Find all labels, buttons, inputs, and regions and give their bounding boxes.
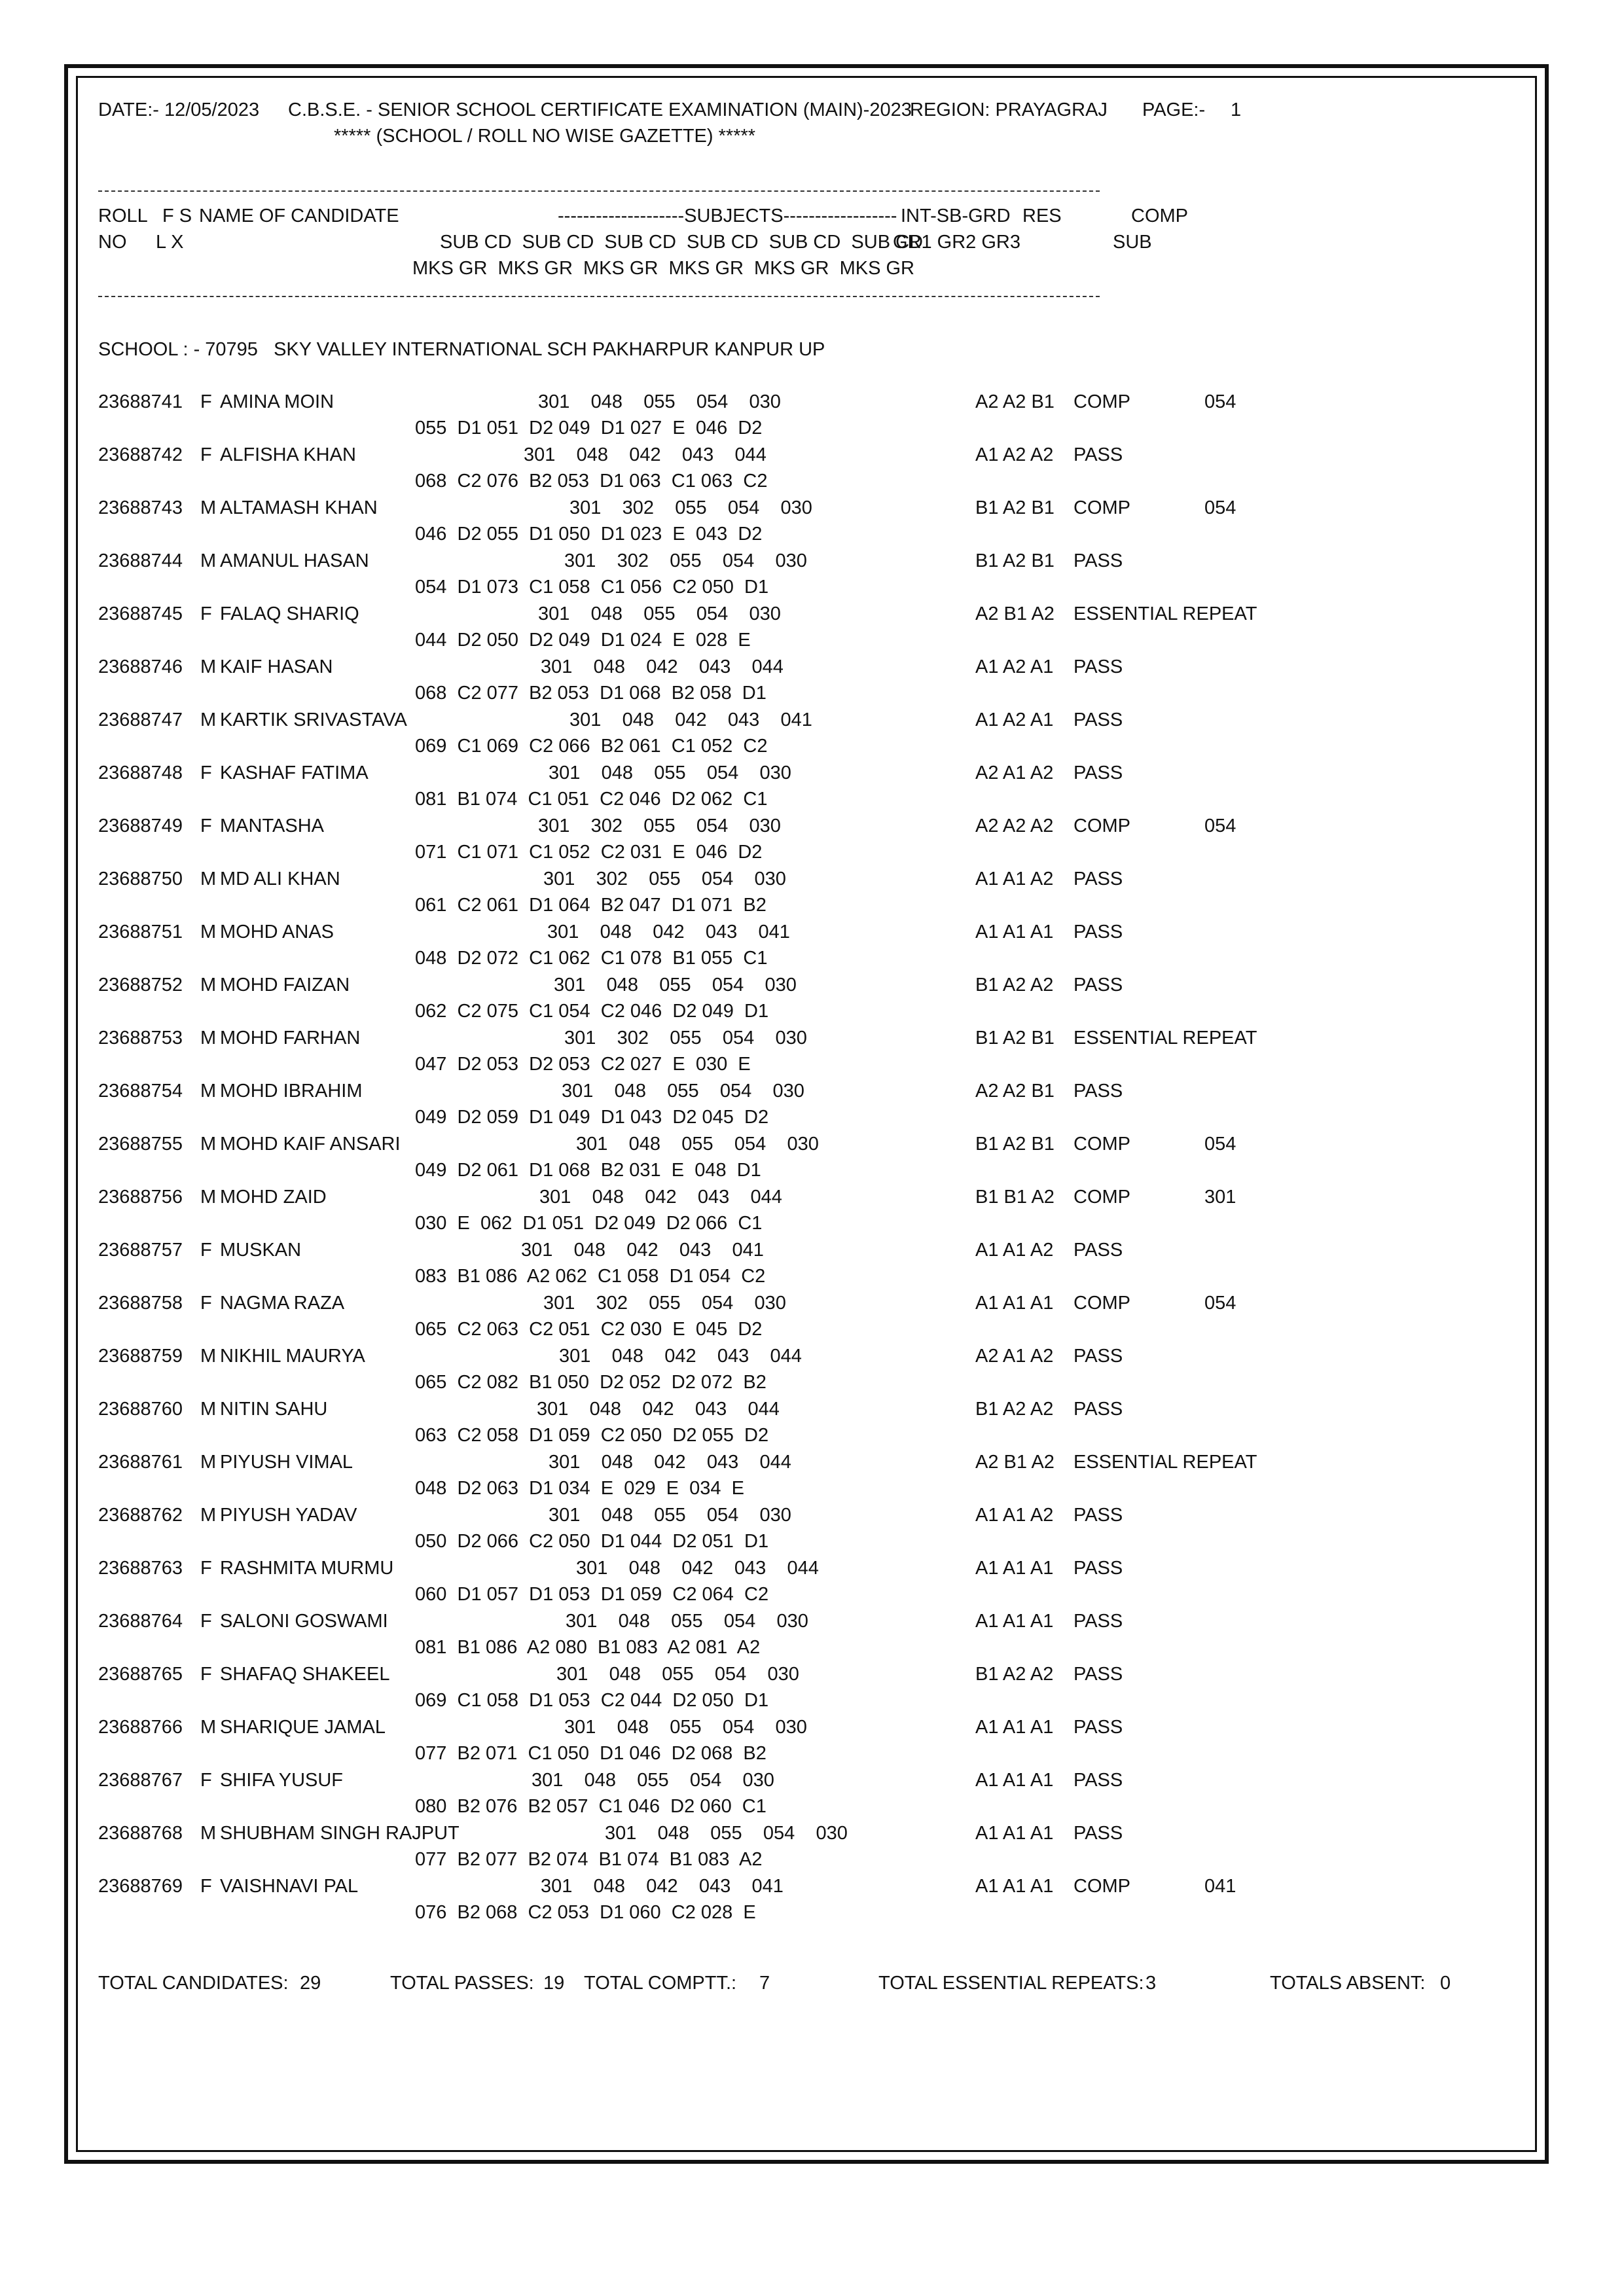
candidate-roll: 23688763 xyxy=(98,1558,183,1579)
col-res: RES xyxy=(1022,206,1062,226)
candidate-sex: F xyxy=(200,391,212,412)
candidate-subject-codes: 301 048 042 043 044 xyxy=(537,1399,780,1420)
candidate-marks: 062 C2 075 C1 054 C2 046 D2 049 D1 xyxy=(415,1001,769,1022)
col-roll: ROLL xyxy=(98,206,148,226)
candidate-subject-codes: 301 048 055 054 030 xyxy=(556,1664,799,1685)
candidate-roll: 23688744 xyxy=(98,550,183,571)
candidate-grades: A2 B1 A2 xyxy=(975,1452,1055,1473)
candidate-subject-codes: 301 048 042 043 041 xyxy=(569,709,812,730)
candidate-roll: 23688768 xyxy=(98,1823,183,1844)
candidate-sex: M xyxy=(200,869,217,889)
candidate-result: PASS xyxy=(1074,1346,1123,1367)
candidate-marks: 061 C2 061 D1 064 B2 047 D1 071 B2 xyxy=(415,895,767,916)
gazette-subtitle: ***** (SCHOOL / ROLL NO WISE GAZETTE) ***** xyxy=(334,126,756,147)
candidate-name: MOHD IBRAHIM xyxy=(220,1081,363,1102)
candidate-sex: F xyxy=(200,1876,212,1897)
candidate-subject-codes: 301 048 055 054 030 xyxy=(554,975,797,996)
candidate-sex: M xyxy=(200,1081,217,1102)
candidate-result: PASS xyxy=(1074,1399,1123,1420)
page-label: PAGE:- xyxy=(1142,99,1206,120)
candidate-marks: 077 B2 077 B2 074 B1 074 B1 083 A2 xyxy=(415,1849,763,1870)
candidate-subject-codes: 301 048 042 043 044 xyxy=(549,1452,791,1473)
candidate-name: MOHD FARHAN xyxy=(220,1028,361,1049)
candidate-name: MANTASHA xyxy=(220,816,324,836)
candidate-name: ALFISHA KHAN xyxy=(220,444,356,465)
candidate-roll: 23688765 xyxy=(98,1664,183,1685)
candidate-sex: M xyxy=(200,1346,217,1367)
candidate-grades: A2 A2 B1 xyxy=(975,391,1055,412)
candidate-name: MOHD KAIF ANSARI xyxy=(220,1134,401,1155)
candidate-marks: 055 D1 051 D2 049 D1 027 E 046 D2 xyxy=(415,418,763,439)
candidate-marks: 048 D2 063 D1 034 E 029 E 034 E xyxy=(415,1478,745,1499)
candidate-roll: 23688766 xyxy=(98,1717,183,1738)
candidate-grades: A1 A1 A2 xyxy=(975,869,1054,889)
candidate-name: SHARIQUE JAMAL xyxy=(220,1717,386,1738)
candidate-marks: 069 C1 069 C2 066 B2 061 C1 052 C2 xyxy=(415,736,768,757)
candidate-sex: F xyxy=(200,1558,212,1579)
candidate-subject-codes: 301 302 055 054 030 xyxy=(564,1028,807,1049)
candidate-name: AMINA MOIN xyxy=(220,391,334,412)
candidate-result: COMP xyxy=(1074,1134,1130,1155)
candidate-grades: B1 A2 B1 xyxy=(975,1134,1055,1155)
divider-top xyxy=(98,190,1100,192)
total-candidates-label: TOTAL CANDIDATES: xyxy=(98,1973,289,1994)
candidate-result: PASS xyxy=(1074,1770,1123,1791)
candidate-roll: 23688761 xyxy=(98,1452,183,1473)
candidate-result: ESSENTIAL REPEAT xyxy=(1074,1028,1257,1049)
candidate-marks: 068 C2 076 B2 053 D1 063 C1 063 C2 xyxy=(415,471,768,492)
candidate-name: KARTIK SRIVASTAVA xyxy=(220,709,407,730)
candidate-grades: A2 A2 B1 xyxy=(975,1081,1055,1102)
candidate-result: PASS xyxy=(1074,1081,1123,1102)
candidate-name: RASHMITA MURMU xyxy=(220,1558,394,1579)
candidate-marks: 050 D2 066 C2 050 D1 044 D2 051 D1 xyxy=(415,1531,769,1552)
candidate-result: COMP xyxy=(1074,1293,1130,1314)
candidate-marks: 044 D2 050 D2 049 D1 024 E 028 E xyxy=(415,630,751,651)
col-gr: GR1 GR2 GR3 xyxy=(893,232,1020,253)
candidate-roll: 23688746 xyxy=(98,656,183,677)
candidate-name: KAIF HASAN xyxy=(220,656,333,677)
candidate-sex: M xyxy=(200,1399,217,1420)
candidate-grades: B1 B1 A2 xyxy=(975,1187,1055,1208)
candidate-grades: A1 A1 A2 xyxy=(975,1240,1054,1261)
candidate-name: NITIN SAHU xyxy=(220,1399,328,1420)
candidate-grades: B1 A2 B1 xyxy=(975,1028,1055,1049)
candidate-roll: 23688755 xyxy=(98,1134,183,1155)
candidate-roll: 23688747 xyxy=(98,709,183,730)
candidate-result: PASS xyxy=(1074,1717,1123,1738)
page-number: 1 xyxy=(1231,99,1242,120)
candidate-comp-subject: 054 xyxy=(1204,1293,1236,1314)
candidate-roll: 23688759 xyxy=(98,1346,183,1367)
total-candidates-value: 29 xyxy=(300,1973,321,1994)
candidate-subject-codes: 301 048 055 054 030 xyxy=(605,1823,848,1844)
candidate-name: KASHAF FATIMA xyxy=(220,762,369,783)
candidate-result: ESSENTIAL REPEAT xyxy=(1074,603,1257,624)
candidate-marks: 071 C1 071 C1 052 C2 031 E 046 D2 xyxy=(415,842,763,863)
candidate-subject-codes: 301 302 055 054 030 xyxy=(543,869,786,889)
candidate-roll: 23688742 xyxy=(98,444,183,465)
candidate-subject-codes: 301 048 055 054 030 xyxy=(564,1717,807,1738)
candidate-grades: B1 A2 A2 xyxy=(975,975,1054,996)
candidate-result: COMP xyxy=(1074,1876,1130,1897)
candidate-name: MD ALI KHAN xyxy=(220,869,340,889)
candidate-marks: 065 C2 063 C2 051 C2 030 E 045 D2 xyxy=(415,1319,763,1340)
candidate-name: SHIFA YUSUF xyxy=(220,1770,344,1791)
total-absent-label: TOTALS ABSENT: xyxy=(1270,1973,1426,1994)
candidate-marks: 046 D2 055 D1 050 D1 023 E 043 D2 xyxy=(415,524,763,545)
col-sub: SUB xyxy=(1113,232,1152,253)
candidate-sex: M xyxy=(200,550,217,571)
candidate-subject-codes: 301 048 055 054 030 xyxy=(566,1611,808,1632)
candidate-roll: 23688745 xyxy=(98,603,183,624)
candidate-sex: M xyxy=(200,1823,217,1844)
candidate-sex: F xyxy=(200,1293,212,1314)
candidate-sex: M xyxy=(200,1717,217,1738)
col-int-sb-grd: INT-SB-GRD xyxy=(901,206,1011,226)
candidate-marks: 047 D2 053 D2 053 C2 027 E 030 E xyxy=(415,1054,751,1075)
candidate-roll: 23688750 xyxy=(98,869,183,889)
candidate-comp-subject: 301 xyxy=(1204,1187,1236,1208)
candidate-subject-codes: 301 302 055 054 030 xyxy=(543,1293,786,1314)
candidate-subject-codes: 301 048 042 043 044 xyxy=(576,1558,819,1579)
candidate-comp-subject: 041 xyxy=(1204,1876,1236,1897)
candidate-sex: F xyxy=(200,603,212,624)
candidate-subject-codes: 301 048 042 043 044 xyxy=(559,1346,802,1367)
candidate-subject-codes: 301 048 055 054 030 xyxy=(562,1081,804,1102)
col-no: NO xyxy=(98,232,127,253)
candidate-roll: 23688749 xyxy=(98,816,183,836)
candidate-result: COMP xyxy=(1074,391,1130,412)
candidate-subject-codes: 301 302 055 054 030 xyxy=(564,550,807,571)
candidate-subject-codes: 301 048 055 054 030 xyxy=(538,391,781,412)
candidate-name: ALTAMASH KHAN xyxy=(220,497,378,518)
candidate-name: MOHD ZAID xyxy=(220,1187,327,1208)
candidate-grades: B1 A2 B1 xyxy=(975,550,1055,571)
candidate-marks: 065 C2 082 B1 050 D2 052 D2 072 B2 xyxy=(415,1372,767,1393)
candidate-marks: 081 B1 086 A2 080 B1 083 A2 081 A2 xyxy=(415,1637,761,1658)
candidate-sex: M xyxy=(200,975,217,996)
candidate-name: MOHD FAIZAN xyxy=(220,975,350,996)
candidate-result: PASS xyxy=(1074,922,1123,942)
candidate-sex: M xyxy=(200,1452,217,1473)
total-absent-value: 0 xyxy=(1440,1973,1451,1994)
candidate-marks: 081 B1 074 C1 051 C2 046 D2 062 C1 xyxy=(415,789,768,810)
candidate-sex: F xyxy=(200,444,212,465)
candidate-sex: M xyxy=(200,709,217,730)
candidate-roll: 23688752 xyxy=(98,975,183,996)
candidate-grades: B1 A2 A2 xyxy=(975,1399,1054,1420)
candidate-roll: 23688748 xyxy=(98,762,183,783)
candidate-subject-codes: 301 048 055 054 030 xyxy=(538,603,781,624)
candidate-grades: A1 A2 A1 xyxy=(975,656,1054,677)
candidate-grades: B1 A2 A2 xyxy=(975,1664,1054,1685)
candidate-grades: A2 A1 A2 xyxy=(975,1346,1054,1367)
candidate-subject-codes: 301 048 042 043 044 xyxy=(541,656,784,677)
candidate-sex: F xyxy=(200,1664,212,1685)
candidate-grades: A1 A1 A1 xyxy=(975,1823,1054,1844)
total-comptt-value: 7 xyxy=(759,1973,770,1994)
candidate-sex: M xyxy=(200,1505,217,1526)
candidate-grades: A1 A1 A1 xyxy=(975,922,1054,942)
candidate-roll: 23688751 xyxy=(98,922,183,942)
candidate-marks: 080 B2 076 B2 057 C1 046 D2 060 C1 xyxy=(415,1796,767,1817)
total-passes-label: TOTAL PASSES: xyxy=(390,1973,534,1994)
candidate-marks: 049 D2 059 D1 049 D1 043 D2 045 D2 xyxy=(415,1107,769,1128)
candidate-grades: A1 A1 A1 xyxy=(975,1876,1054,1897)
candidate-marks: 077 B2 071 C1 050 D1 046 D2 068 B2 xyxy=(415,1743,767,1764)
candidate-sex: F xyxy=(200,762,212,783)
candidate-marks: 069 C1 058 D1 053 C2 044 D2 050 D1 xyxy=(415,1690,769,1711)
candidate-name: VAISHNAVI PAL xyxy=(220,1876,359,1897)
candidate-name: PIYUSH VIMAL xyxy=(220,1452,353,1473)
candidate-name: MUSKAN xyxy=(220,1240,302,1261)
candidate-name: NIKHIL MAURYA xyxy=(220,1346,365,1367)
candidate-roll: 23688758 xyxy=(98,1293,183,1314)
candidate-marks: 063 C2 058 D1 059 C2 050 D2 055 D2 xyxy=(415,1425,769,1446)
candidate-sex: M xyxy=(200,922,217,942)
candidate-comp-subject: 054 xyxy=(1204,497,1236,518)
candidate-result: PASS xyxy=(1074,1823,1123,1844)
candidate-result: COMP xyxy=(1074,816,1130,836)
candidate-subject-codes: 301 048 055 054 030 xyxy=(576,1134,819,1155)
candidate-grades: A1 A2 A2 xyxy=(975,444,1054,465)
candidate-result: ESSENTIAL REPEAT xyxy=(1074,1452,1257,1473)
candidate-sex: M xyxy=(200,656,217,677)
col-lx: L X xyxy=(156,232,184,253)
candidate-name: MOHD ANAS xyxy=(220,922,334,942)
candidate-comp-subject: 054 xyxy=(1204,391,1236,412)
col-subjects: --------------------SUBJECTS------------------ xyxy=(558,206,897,226)
candidate-marks: 060 D1 057 D1 053 D1 059 C2 064 C2 xyxy=(415,1584,769,1605)
col-mks-gr: MKS GR MKS GR MKS GR MKS GR MKS GR MKS GR xyxy=(412,258,914,279)
candidate-marks: 076 B2 068 C2 053 D1 060 C2 028 E xyxy=(415,1902,756,1923)
candidate-sex: M xyxy=(200,497,217,518)
candidate-roll: 23688757 xyxy=(98,1240,183,1261)
candidate-grades: A2 A1 A2 xyxy=(975,762,1054,783)
candidate-roll: 23688754 xyxy=(98,1081,183,1102)
school-line: SCHOOL : - 70795 SKY VALLEY INTERNATIONAL SCH PAKHARPUR KANPUR UP xyxy=(98,339,825,360)
total-passes-value: 19 xyxy=(543,1973,565,1994)
candidate-subject-codes: 301 048 055 054 030 xyxy=(549,762,791,783)
total-comptt-label: TOTAL COMPTT.: xyxy=(584,1973,737,1994)
candidate-roll: 23688762 xyxy=(98,1505,183,1526)
exam-title: C.B.S.E. - SENIOR SCHOOL CERTIFICATE EXAMINATION (MAIN)-2023 xyxy=(288,99,912,120)
candidate-grades: A1 A1 A1 xyxy=(975,1611,1054,1632)
candidate-sex: M xyxy=(200,1134,217,1155)
candidate-result: PASS xyxy=(1074,656,1123,677)
candidate-result: PASS xyxy=(1074,975,1123,996)
candidate-grades: A1 A2 A1 xyxy=(975,709,1054,730)
candidate-marks: 030 E 062 D1 051 D2 049 D2 066 C1 xyxy=(415,1213,763,1234)
candidate-grades: A1 A1 A1 xyxy=(975,1770,1054,1791)
candidate-subject-codes: 301 048 055 054 030 xyxy=(532,1770,774,1791)
candidate-subject-codes: 301 302 055 054 030 xyxy=(538,816,781,836)
candidate-marks: 048 D2 072 C1 062 C1 078 B1 055 C1 xyxy=(415,948,768,969)
candidate-result: PASS xyxy=(1074,869,1123,889)
candidate-name: SALONI GOSWAMI xyxy=(220,1611,388,1632)
candidate-grades: A1 A1 A1 xyxy=(975,1717,1054,1738)
col-comp: COMP xyxy=(1131,206,1188,226)
candidate-result: PASS xyxy=(1074,1240,1123,1261)
candidate-comp-subject: 054 xyxy=(1204,816,1236,836)
candidate-name: PIYUSH YADAV xyxy=(220,1505,357,1526)
candidate-result: PASS xyxy=(1074,1611,1123,1632)
candidate-subject-codes: 301 048 042 043 044 xyxy=(524,444,767,465)
col-fs: F S xyxy=(162,206,192,226)
candidate-roll: 23688760 xyxy=(98,1399,183,1420)
candidate-grades: A1 A1 A1 xyxy=(975,1293,1054,1314)
candidate-result: PASS xyxy=(1074,1505,1123,1526)
candidate-result: COMP xyxy=(1074,1187,1130,1208)
candidate-grades: B1 A2 B1 xyxy=(975,497,1055,518)
col-sub-cd: SUB CD SUB CD SUB CD SUB CD SUB CD SUB CD xyxy=(440,232,923,253)
candidate-sex: F xyxy=(200,1240,212,1261)
candidate-result: COMP xyxy=(1074,497,1130,518)
candidate-marks: 068 C2 077 B2 053 D1 068 B2 058 D1 xyxy=(415,683,767,704)
divider-bottom xyxy=(98,296,1100,297)
candidate-grades: A2 A2 A2 xyxy=(975,816,1054,836)
candidate-subject-codes: 301 048 055 054 030 xyxy=(549,1505,791,1526)
candidate-name: NAGMA RAZA xyxy=(220,1293,345,1314)
candidate-name: SHUBHAM SINGH RAJPUT xyxy=(220,1823,460,1844)
candidate-sex: F xyxy=(200,1611,212,1632)
candidate-roll: 23688756 xyxy=(98,1187,183,1208)
candidate-subject-codes: 301 048 042 043 041 xyxy=(541,1876,784,1897)
candidate-name: SHAFAQ SHAKEEL xyxy=(220,1664,390,1685)
candidate-result: PASS xyxy=(1074,550,1123,571)
candidate-subject-codes: 301 048 042 043 044 xyxy=(539,1187,782,1208)
candidate-marks: 054 D1 073 C1 058 C1 056 C2 050 D1 xyxy=(415,577,769,598)
candidate-result: PASS xyxy=(1074,762,1123,783)
candidate-sex: F xyxy=(200,816,212,836)
candidate-result: PASS xyxy=(1074,709,1123,730)
candidate-roll: 23688741 xyxy=(98,391,183,412)
total-essential-label: TOTAL ESSENTIAL REPEATS: xyxy=(878,1973,1144,1994)
header-date: DATE:- 12/05/2023 xyxy=(98,99,260,120)
candidate-subject-codes: 301 048 042 043 041 xyxy=(547,922,790,942)
candidate-sex: M xyxy=(200,1028,217,1049)
candidate-name: FALAQ SHARIQ xyxy=(220,603,359,624)
candidate-roll: 23688764 xyxy=(98,1611,183,1632)
candidate-marks: 049 D2 061 D1 068 B2 031 E 048 D1 xyxy=(415,1160,761,1181)
candidate-comp-subject: 054 xyxy=(1204,1134,1236,1155)
candidate-result: PASS xyxy=(1074,1558,1123,1579)
candidate-subject-codes: 301 048 042 043 041 xyxy=(521,1240,764,1261)
candidate-roll: 23688767 xyxy=(98,1770,183,1791)
total-essential-value: 3 xyxy=(1146,1973,1157,1994)
candidate-sex: F xyxy=(200,1770,212,1791)
candidate-name: AMANUL HASAN xyxy=(220,550,369,571)
candidate-grades: A1 A1 A1 xyxy=(975,1558,1054,1579)
candidate-roll: 23688753 xyxy=(98,1028,183,1049)
candidate-roll: 23688769 xyxy=(98,1876,183,1897)
candidate-grades: A2 B1 A2 xyxy=(975,603,1055,624)
candidate-marks: 083 B1 086 A2 062 C1 058 D1 054 C2 xyxy=(415,1266,766,1287)
col-name: NAME OF CANDIDATE xyxy=(199,206,399,226)
candidate-result: PASS xyxy=(1074,1664,1123,1685)
candidate-sex: M xyxy=(200,1187,217,1208)
candidate-subject-codes: 301 302 055 054 030 xyxy=(569,497,812,518)
candidate-grades: A1 A1 A2 xyxy=(975,1505,1054,1526)
candidate-result: PASS xyxy=(1074,444,1123,465)
candidate-roll: 23688743 xyxy=(98,497,183,518)
region: REGION: PRAYAGRAJ xyxy=(910,99,1108,120)
